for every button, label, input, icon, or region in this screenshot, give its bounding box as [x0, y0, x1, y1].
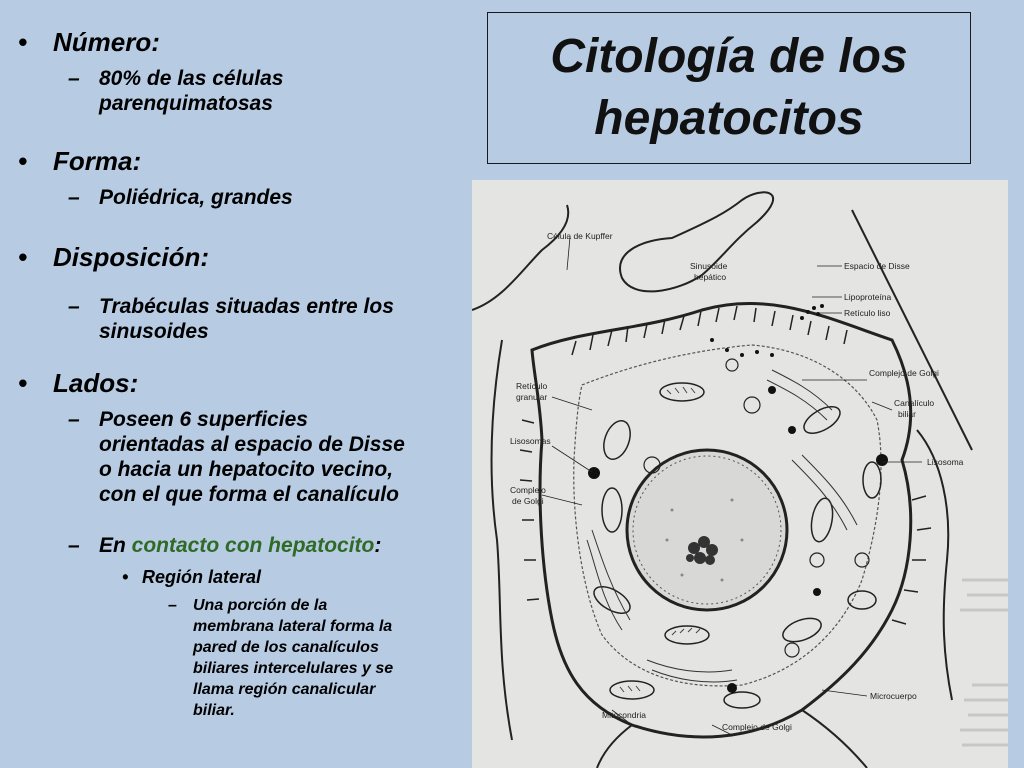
dash-icon: –	[68, 408, 80, 431]
sub-disposicion	[99, 294, 394, 344]
label-microcuerpo: Microcuerpo	[870, 691, 917, 701]
hepatocyte-illustration	[472, 180, 1008, 768]
title-line-1: Citología de los	[550, 30, 908, 83]
slide-title	[550, 26, 907, 150]
hepatocyte-diagram	[472, 180, 1008, 768]
region-detail-line: biliares intercelulares y se	[193, 660, 394, 677]
region-detail	[193, 595, 393, 721]
sub-disposicion-line: Trabéculas situadas entre los	[99, 295, 394, 318]
label-lipoproteina: Lipoproteína	[844, 292, 892, 302]
sub-lados-line: o hacia un hepatocito vecino,	[99, 458, 394, 481]
dash-icon: –	[68, 186, 80, 209]
bullet-disposicion: Disposición:	[53, 242, 210, 272]
title-box	[487, 12, 971, 164]
title-line-2: hepatocitos	[594, 92, 864, 145]
label-biliar: biliar	[898, 409, 916, 419]
sub-numero-line: parenquimatosas	[99, 92, 273, 115]
label-reticulo-liso: Retículo liso	[844, 308, 891, 318]
label-sinusoide: Sinusoide	[690, 261, 728, 271]
label-hepatico: hepático	[694, 272, 727, 282]
label-kupffer: Célula de Kupffer	[547, 231, 613, 241]
label-golgi-top: Complejo de Golgi	[869, 368, 939, 378]
sub-contacto	[99, 533, 381, 558]
region-lateral: Región lateral	[142, 567, 262, 587]
sub-lados	[99, 407, 405, 507]
label-espacio-disse: Espacio de Disse	[844, 261, 910, 271]
bullet-dot-icon: •	[18, 146, 28, 176]
region-detail-line: biliar.	[193, 702, 235, 719]
region-detail-line: membrana lateral forma la	[193, 618, 393, 635]
label-de-golgi: de Golgi	[512, 496, 544, 506]
label-golgi-bottom: Complejo de Golgi	[722, 722, 792, 732]
label-mitocondria: Mitocondria	[602, 710, 646, 720]
sub-lados-line: Poseen 6 superficies	[99, 408, 308, 431]
region-detail-line: pared de los canalículos	[193, 639, 379, 656]
label-lisosomas: Lisosomas	[510, 436, 551, 446]
label-complejo: Complejo	[510, 485, 546, 495]
bullet-lados: Lados:	[53, 368, 139, 398]
label-reticulo: Retículo	[516, 381, 548, 391]
bullet-forma: Forma:	[53, 146, 142, 176]
dash-icon: –	[68, 295, 80, 318]
dash-icon: –	[168, 597, 177, 614]
bullet-dot-icon: •	[18, 27, 28, 57]
sub-disposicion-line: sinusoides	[99, 320, 209, 343]
label-granular: granular	[516, 392, 548, 402]
bullet-numero: Número:	[53, 27, 160, 57]
contacto-prefix: En	[99, 534, 132, 557]
region-detail-line: llama región canalicular	[193, 681, 376, 698]
sub-forma: Poliédrica, grandes	[99, 186, 293, 209]
bullet-dot-icon: •	[18, 242, 28, 272]
sub-numero-line: 80% de las células	[99, 67, 284, 90]
region-detail-line: Una porción de la	[193, 597, 328, 614]
label-lisosoma: Lisosoma	[927, 457, 964, 467]
bullet-dot-icon: •	[122, 567, 129, 587]
sub-lados-line: orientadas al espacio de Disse	[99, 433, 405, 456]
sub-numero	[99, 66, 283, 116]
contacto-accent: contacto con hepatocito	[131, 534, 375, 557]
dash-icon: –	[68, 67, 80, 90]
label-canaliculo: Canalículo	[894, 398, 935, 408]
contacto-suffix: :	[374, 534, 382, 557]
bullet-dot-icon: •	[18, 368, 28, 398]
dash-icon: –	[68, 534, 80, 557]
sub-lados-line: con el que forma el canalículo	[99, 483, 399, 506]
